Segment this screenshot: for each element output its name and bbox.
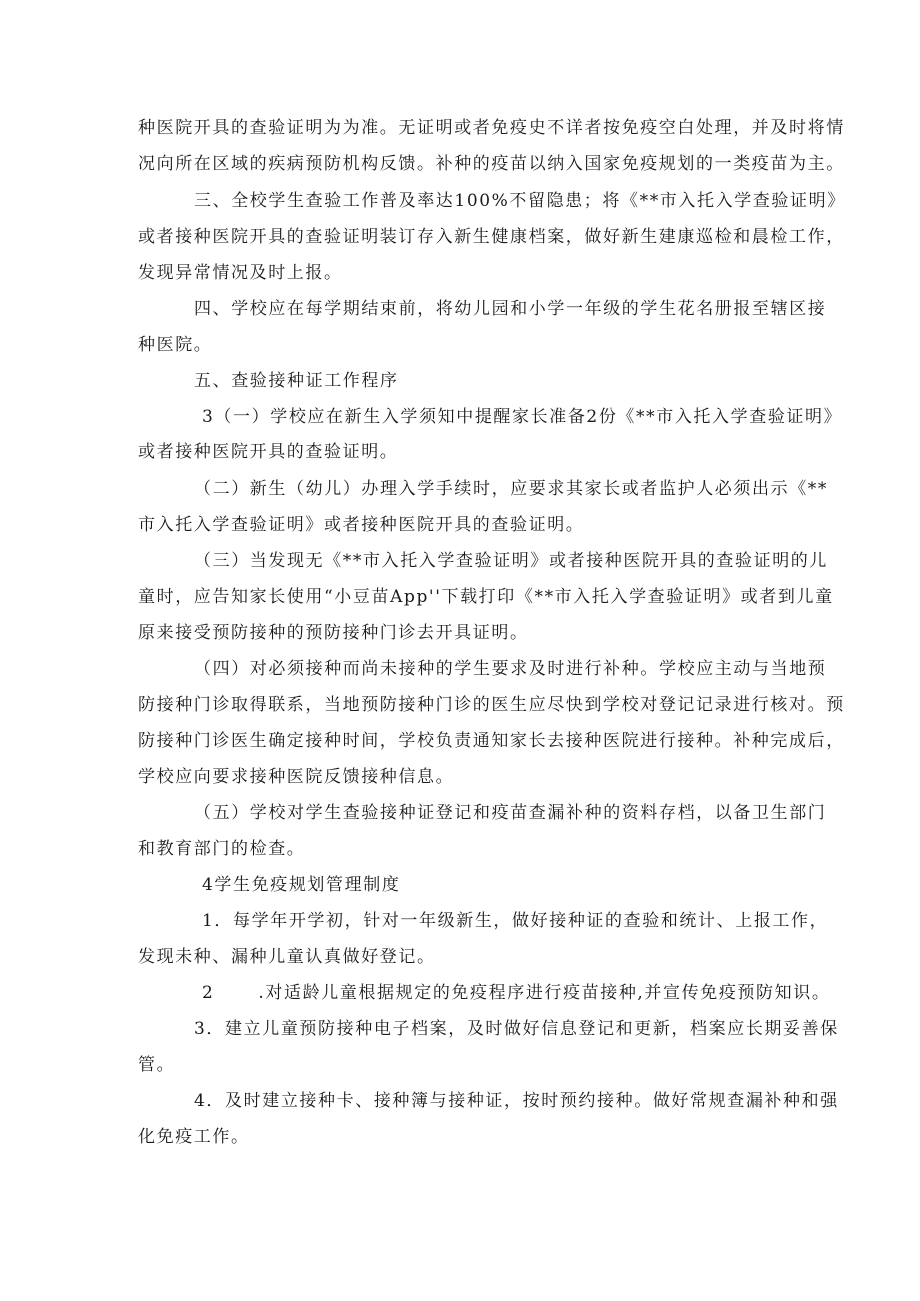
body-text-line: 防接种门诊取得联系，当地预防接种门诊的医生应尽快到学校对登记记录进行核对。预 [138, 695, 845, 715]
procedure-item-2: （二）新生（幼儿）办理入学手续时，应要求其家长或者监护人必须出示《** [194, 479, 828, 499]
body-text-line: 或者接种医院开具的查验证明。 [138, 442, 399, 462]
body-text-line: 防接种门诊医生确定接种时间，学校负责通知家长去接种医院进行接种。补种完成后， [138, 731, 845, 751]
body-text-line: 原来接受预防接种的预防接种门诊去开具证明。 [138, 623, 529, 643]
body-text-line: 或者接种医院开具的查验证明装订存入新生健康档案，做好新生建康巡检和晨检工作， [138, 227, 845, 247]
body-text-line: 市入托入学查验证明》或者接种医院开具的查验证明。 [138, 515, 585, 535]
body-text-line: 管。 [138, 1055, 176, 1075]
body-text-line: 化免疫工作。 [138, 1127, 250, 1147]
procedure-item-4: （四）对必须接种而尚未接种的学生要求及时进行补种。学校应主动与当地预 [194, 659, 827, 679]
rule-item-1: 1．每学年开学初，针对一年级新生，做好接种证的查验和统计、上报工作， [202, 911, 829, 931]
section-five-heading: 五、查验接种证工作程序 [194, 371, 399, 391]
section-heading: 4学生免疫规划管理制度 [202, 875, 401, 895]
body-text-line: 童时，应告知家长使用“小豆苗App''下载打印《**市入托入学查验证明》或者到儿童 [138, 587, 834, 607]
rule-item-2 [202, 982, 830, 1004]
body-text-line: 发现未种、漏种儿童认真做好登记。 [138, 947, 436, 967]
body-text-line: 学校应向要求接种医院反馈接种信息。 [138, 767, 455, 787]
rule-item-2-number: 2 [202, 983, 215, 1003]
procedure-item-3: （三）当发现无《**市入托入学查验证明》或者接种医院开具的查验证明的儿 [194, 551, 828, 571]
body-text-line: 种医院。 [138, 335, 213, 355]
rule-item-2-text: .对适龄儿童根据规定的免疫程序进行疫苗接种,并宣传免疫预防知识。 [258, 983, 831, 1003]
rule-item-3: 3．建立儿童预防接种电子档案，及时做好信息登记和更新，档案应长期妥善保 [194, 1019, 839, 1039]
body-text-line: 发现异常情况及时上报。 [138, 263, 343, 283]
procedure-item-5: （五）学校对学生查验接种证登记和疫苗查漏补种的资料存档，以备卫生部门 [194, 803, 827, 823]
body-text-line: 种医院开具的查验证明为为准。无证明或者免疫史不详者按免疫空白处理，并及时将情 [138, 118, 845, 138]
body-text-line: 和教育部门的检查。 [138, 839, 306, 859]
body-text-line: 况向所在区域的疾病预防机构反馈。补种的疫苗以纳入国家免疫规划的一类疫苗为主。 [138, 154, 845, 174]
procedure-item-1: 3（一）学校应在新生入学须知中提醒家长准备2份《**市入托入学查验证明》 [202, 407, 843, 427]
section-four-heading: 四、学校应在每学期结束前，将幼儿园和小学一年级的学生花名册报至辖区接 [194, 299, 827, 319]
rule-item-4: 4．及时建立接种卡、接种簿与接种证，按时预约接种。做好常规查漏补种和强 [194, 1091, 839, 1111]
section-three-heading: 三、全校学生查验工作普及率达100%不留隐患；将《**市入托入学查验证明》 [194, 191, 846, 211]
